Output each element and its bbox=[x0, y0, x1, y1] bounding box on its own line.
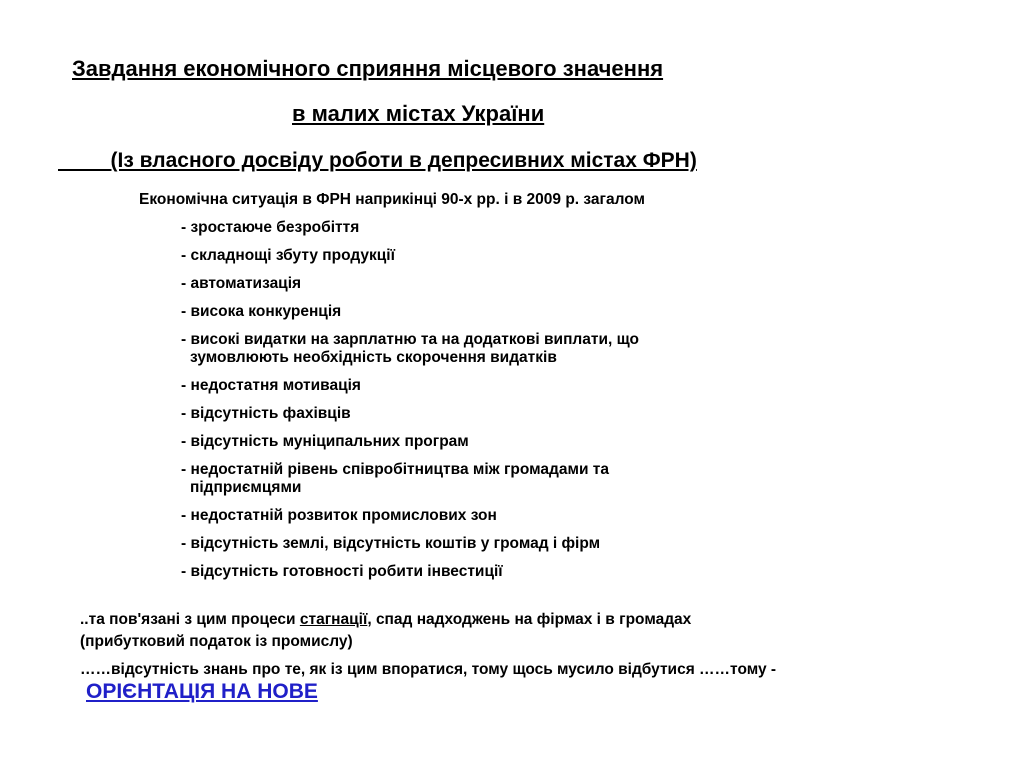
list-item-text: - автоматизація bbox=[181, 275, 302, 292]
list-item-text: - відсутність фахівців bbox=[181, 405, 351, 422]
conclusion-paragraph-2 bbox=[80, 659, 800, 705]
list-item-continuation: зумовлюють необхідність скорочення видатків bbox=[190, 349, 557, 366]
title-line-2: в малих містах України bbox=[292, 101, 545, 126]
list-item bbox=[181, 219, 801, 237]
para2-text: ……відсутність знань про те, як із цим впоратися, тому щось мусило відбутися ……тому - bbox=[80, 661, 777, 678]
para1-rest: , спад надходжень на фірмах і в громадах (прибутковий податок із промислу) bbox=[80, 611, 692, 650]
intro-text: Економічна ситуація в ФРН наприкінці 90-х рр. і в 2009 р. загалом bbox=[139, 191, 645, 208]
list-item-text: - високі видатки на зарплатню та на додаткові виплати, що bbox=[181, 331, 639, 348]
list-item bbox=[181, 331, 801, 367]
list-item-text: - зростаюче безробіття bbox=[181, 219, 360, 236]
title-line-1: Завдання економічного сприяння місцевого значення bbox=[72, 56, 664, 81]
problems-list bbox=[181, 219, 801, 591]
subtitle bbox=[58, 149, 697, 173]
list-item-text: - відсутність землі, відсутність коштів у громад і фірм bbox=[181, 535, 601, 552]
stagnation-term: стагнації bbox=[299, 611, 368, 628]
list-item bbox=[181, 461, 801, 497]
orientation-highlight: ОРІЄНТАЦІЯ НА НОВЕ bbox=[86, 680, 318, 703]
list-item-text: - недостатній розвиток промислових зон bbox=[181, 507, 497, 524]
para1-prefix: ..та пов'язані з цим процеси bbox=[80, 611, 300, 628]
list-item bbox=[181, 405, 801, 423]
list-item-text: - недостатній рівень співробітництва між громадами та bbox=[181, 461, 609, 478]
list-item-text: - висока конкуренція bbox=[181, 303, 342, 320]
conclusion bbox=[80, 609, 800, 705]
subtitle-text: (Із власного досвіду роботи в депресивних містах ФРН) bbox=[110, 149, 697, 172]
list-item-continuation: підприємцями bbox=[190, 479, 302, 496]
list-item bbox=[181, 433, 801, 451]
list-item bbox=[181, 535, 801, 553]
list-item-text: - недостатня мотивація bbox=[181, 377, 361, 394]
list-item bbox=[181, 303, 801, 321]
list-item-text: - складнощі збуту продукції bbox=[181, 247, 395, 264]
list-item bbox=[181, 377, 801, 395]
list-item-text: - відсутність муніципальних програм bbox=[181, 433, 469, 450]
conclusion-paragraph-1 bbox=[80, 609, 800, 653]
list-item bbox=[181, 507, 801, 525]
list-item bbox=[181, 563, 801, 581]
list-item bbox=[181, 247, 801, 265]
list-item bbox=[181, 275, 801, 293]
list-item-text: - відсутність готовності робити інвестиції bbox=[181, 563, 503, 580]
